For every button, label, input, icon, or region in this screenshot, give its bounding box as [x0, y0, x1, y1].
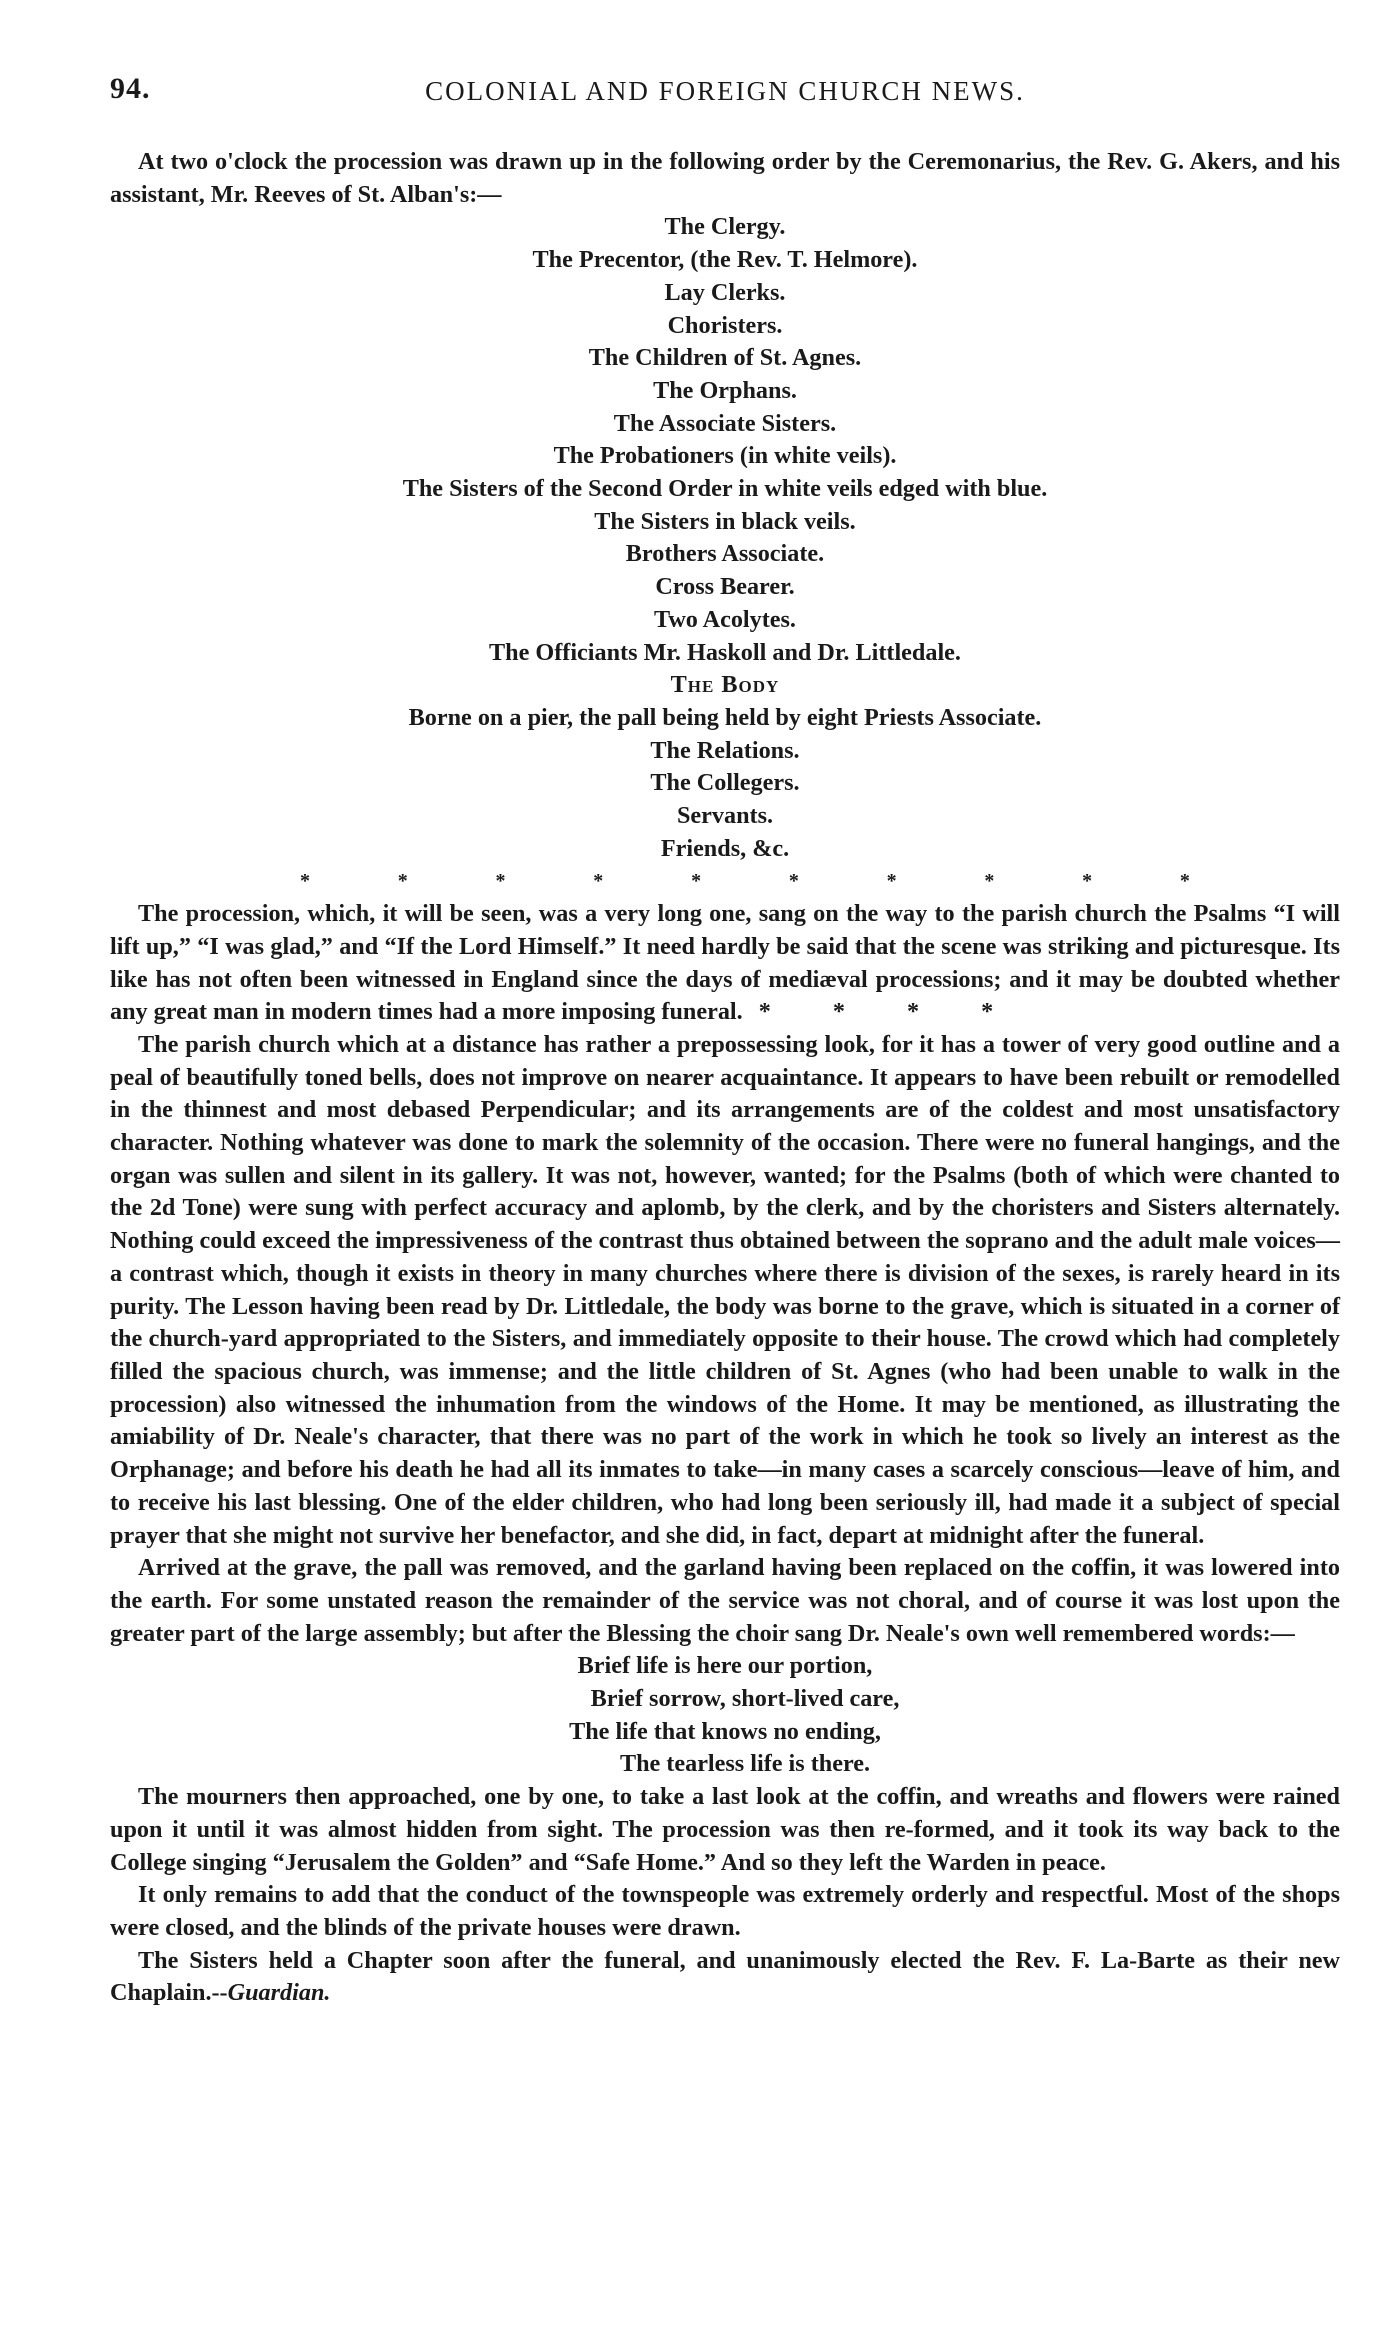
procession-item: Choristers. — [667, 311, 783, 339]
separator-star: * — [1082, 870, 1093, 893]
page-number: 94. — [110, 72, 151, 105]
procession-item: The Associate Sisters. — [613, 409, 837, 437]
chapter-paragraph — [110, 1945, 1340, 2010]
grave-paragraph: Arrived at the grave, the pall was removed, and the garland having been replaced on the coffin, it was lowered into the earth. For some unstated reason the remainder of the service was not choral, and of course it was lost upon the greater part of the large assembly; but after the Blessing the choir sang Dr. Neale's own well remembered words:— — [110, 1554, 1340, 1647]
hymn-line: Brief life is here our portion, — [577, 1652, 873, 1680]
separator-star: * — [397, 870, 408, 893]
separator-star: * — [495, 870, 506, 893]
procession-list — [110, 211, 1340, 865]
separator-star: * — [886, 870, 897, 893]
procession-item: Brothers Associate. — [625, 540, 825, 568]
separator-star: * — [984, 870, 995, 893]
separator-star: * — [691, 870, 702, 893]
separator-star: * — [300, 870, 310, 893]
intro-paragraph: At two o'clock the procession was drawn up in the following order by the Ceremonarius, the Rev. G. Akers, and his assistant, Mr. Reeves of St. Alban's:— — [110, 148, 1340, 208]
separator-star: * — [593, 870, 604, 893]
procession-paragraph — [110, 898, 1340, 1029]
mourners-paragraph: The mourners then approached, one by one, to take a last look at the coffin, and wreaths and flowers were rained upon it until it was almost hidden from sight. The procession was then re-formed, and it took its way back to the College singing “Jerusalem the Golden” and “Safe Home.” And so they left the Warden in peace. — [110, 1783, 1340, 1876]
article-body — [110, 146, 1340, 2010]
townspeople-paragraph: It only remains to add that the conduct of the townspeople was extremely orderly and respectful. Most of the shops were closed, and the blinds of the private houses were drawn. — [110, 1881, 1340, 1941]
section-separator — [110, 865, 1340, 898]
procession-item: The Collegers. — [650, 769, 800, 797]
procession-item: The Officiants Mr. Haskoll and Dr. Littledale. — [489, 638, 961, 666]
procession-item: Servants. — [676, 802, 774, 830]
source-signature: Guardian. — [227, 1979, 331, 2007]
separator-star: * — [1179, 870, 1190, 893]
procession-item-the-body: The Body — [670, 671, 780, 699]
procession-item: Borne on a pier, the pall being held by eight Priests Associate. — [408, 703, 1042, 731]
inline-separator: * * * * — [758, 998, 1022, 1026]
hymn-verse — [110, 1650, 1340, 1781]
hymn-line: The life that knows no ending, — [569, 1717, 881, 1745]
procession-item: The Sisters of the Second Order in white veils edged with blue. — [402, 475, 1048, 503]
page-header — [110, 72, 1340, 112]
procession-item: Lay Clerks. — [664, 278, 786, 306]
procession-item: The Probationers (in white veils). — [553, 442, 897, 470]
procession-item: The Children of St. Agnes. — [588, 344, 862, 372]
procession-item: The Orphans. — [653, 376, 797, 404]
hymn-line: Brief sorrow, short-lived care, — [590, 1685, 900, 1713]
separator-star: * — [788, 870, 799, 893]
parish-church-paragraph: The parish church which at a distance has rather a prepossessing look, for it has a tower of very good outline and a peal of beautifully toned bells, does not improve on nearer acquaintance. It appears to have been rebuilt or remodelled in the thinnest and most debased Perpendicular; and its arrangements are of the coldest and most unsatisfactory character. Nothing whatever was done to mark the solemnity of the occasion. There were no funeral hangings, and the organ was sullen and silent in its gallery. It was not, however, wanted; for the Psalms (both of which were chanted to the 2d Tone) were sung with perfect accuracy and aplomb, by the clerk, and by the choristers and Sisters alternately. Nothing could exceed the impressiveness of the contrast thus obtained between the soprano and the adult male voices—a contrast which, though it exists in theory in many churches where there is division of the sexes, is rarely heard in its purity. The Lesson having been read by Dr. Littledale, the body was borne to the grave, which is situated in a corner of the church-yard appropriated to the Sisters, and immediately opposite to their house. The crowd which had completely filled the spacious church, was immense; and the little children of St. Agnes (who had been unable to walk in the procession) also witnessed the inhumation from the windows of the Home. It may be mentioned, as illustrating the amiability of Dr. Neale's character, that there was no part of the work in which he took so lively an interest as the Orphanage; and before his death he had all its inmates to take—in many cases a scarcely conscious—leave of him, and to receive his last blessing. One of the elder children, who had long been seriously ill, had made it a subject of special prayer that she might not survive her benefactor, and she did, in fact, depart at midnight after the funeral. — [110, 1030, 1340, 1549]
procession-item: The Sisters in black veils. — [594, 507, 856, 535]
procession-item: Friends, &c. — [660, 834, 790, 862]
running-head: COLONIAL AND FOREIGN CHURCH NEWS. — [425, 76, 1025, 106]
procession-item: Cross Bearer. — [655, 573, 795, 601]
procession-item: Two Acolytes. — [654, 605, 796, 633]
chapter-text: The Sisters held a Chapter soon after the funeral, and unanimously elected the Rev. F. La-Barte as their new Chaplain.-- — [110, 1946, 1340, 2007]
procession-item: The Precentor, (the Rev. T. Helmore). — [532, 246, 918, 274]
procession-item: The Clergy. — [664, 213, 786, 241]
procession-text: The procession, which, it will be seen, was a very long one, sang on the way to the parish church the Psalms “I will lift up,” “I was glad,” and “If the Lord Himself.” It need hardly be said that the scene was striking and picturesque. Its like has not often been witnessed in England since the days of mediæval processions; and it may be doubted whether any great man in modern times had a more imposing funeral. — [110, 900, 1340, 1026]
procession-item: The Relations. — [650, 736, 800, 764]
hymn-line: The tearless life is there. — [619, 1750, 871, 1778]
